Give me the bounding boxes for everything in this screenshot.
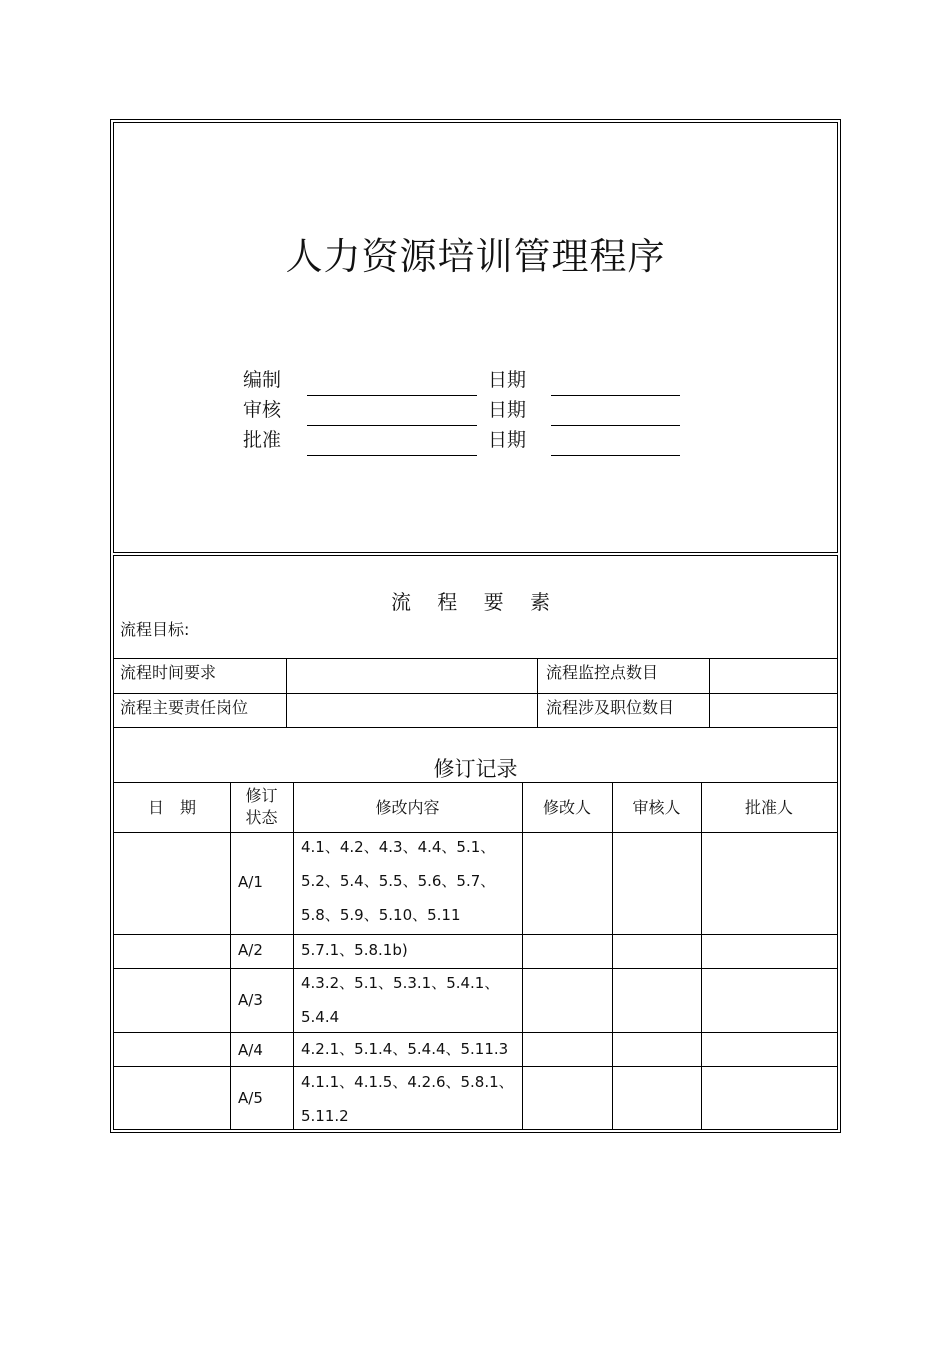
process-goal-label: 流程目标: bbox=[120, 620, 190, 639]
revision-status: A/5 bbox=[238, 1089, 263, 1107]
involved-positions-value[interactable] bbox=[714, 698, 832, 720]
signoff-date-line-reviewed[interactable] bbox=[551, 425, 680, 426]
row-divider bbox=[114, 934, 837, 935]
revision-content: 4.1、4.2、4.3、4.4、5.1、 5.2、5.4、5.5、5.6、5.7、 5.8、5.9、5.10、5.11 bbox=[301, 838, 496, 924]
header-status: 修订 状态 bbox=[245, 786, 278, 827]
revision-content: 5.7.1、5.8.1b) bbox=[301, 941, 408, 959]
column-divider bbox=[286, 658, 287, 727]
signoff-line-prepared[interactable] bbox=[307, 395, 477, 396]
involved-positions-label: 流程涉及职位数目 bbox=[546, 698, 675, 717]
row-divider bbox=[114, 693, 837, 694]
row-divider bbox=[114, 658, 837, 659]
monitor-points-value[interactable] bbox=[714, 663, 832, 685]
process-time-value[interactable] bbox=[292, 663, 532, 685]
column-divider bbox=[709, 658, 710, 727]
header-content: 修改内容 bbox=[375, 798, 440, 817]
monitor-points-label: 流程监控点数目 bbox=[546, 663, 659, 682]
signoff-line-reviewed[interactable] bbox=[307, 425, 477, 426]
revision-content: 4.2.1、5.1.4、5.4.4、5.11.3 bbox=[301, 1040, 509, 1058]
signoff-label-approved: 批准 bbox=[243, 429, 282, 451]
cover-section bbox=[113, 122, 838, 553]
revision-status: A/2 bbox=[238, 941, 263, 959]
revision-status: A/3 bbox=[238, 991, 263, 1009]
header-reviewer: 审核人 bbox=[632, 798, 681, 817]
responsible-post-label: 流程主要责任岗位 bbox=[120, 698, 249, 717]
column-divider bbox=[522, 782, 523, 1129]
signoff-label-reviewed: 审核 bbox=[243, 399, 282, 421]
header-approver: 批准人 bbox=[744, 798, 793, 817]
revision-status: A/4 bbox=[238, 1041, 263, 1059]
signoff-date-label-reviewed: 日期 bbox=[488, 399, 527, 421]
signoff-date-label-approved: 日期 bbox=[488, 429, 527, 451]
column-divider bbox=[612, 782, 613, 1129]
row-divider bbox=[114, 782, 837, 783]
revision-content: 4.1.1、4.1.5、4.2.6、5.8.1、 5.11.2 bbox=[301, 1073, 514, 1125]
header-modifier: 修改人 bbox=[542, 798, 591, 817]
column-divider bbox=[701, 782, 702, 1129]
process-section-title: 流 程 要 素 bbox=[390, 590, 561, 614]
signoff-label-prepared: 编制 bbox=[243, 369, 282, 391]
row-divider bbox=[114, 727, 837, 728]
process-time-label: 流程时间要求 bbox=[120, 663, 217, 682]
process-section bbox=[113, 555, 838, 1130]
signoff-date-line-prepared[interactable] bbox=[551, 395, 680, 396]
responsible-post-value[interactable] bbox=[292, 698, 532, 720]
header-date: 日 期 bbox=[147, 798, 196, 817]
revision-status: A/1 bbox=[238, 873, 263, 891]
revision-content: 4.3.2、5.1、5.3.1、5.4.1、 5.4.4 bbox=[301, 974, 500, 1026]
signoff-line-approved[interactable] bbox=[307, 455, 477, 456]
column-divider bbox=[230, 782, 231, 1129]
revision-title: 修订记录 bbox=[433, 757, 518, 781]
column-divider bbox=[537, 658, 538, 727]
signoff-date-label-prepared: 日期 bbox=[488, 369, 527, 391]
column-divider bbox=[293, 782, 294, 1129]
signoff-date-line-approved[interactable] bbox=[551, 455, 680, 456]
document-title: 人力资源培训管理程序 bbox=[285, 235, 666, 278]
